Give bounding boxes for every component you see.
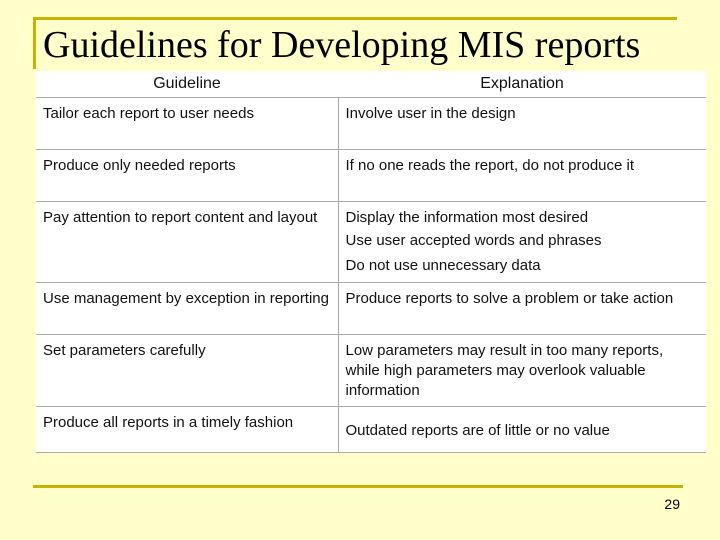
table-row [36,283,706,335]
header-explanation: Explanation [338,71,706,98]
guidelines-table [36,71,706,453]
explanation-cell [338,202,706,283]
left-accent-line [33,17,36,69]
guideline-cell: Set parameters carefully [36,335,338,407]
table-row [36,98,706,150]
explanation-line: Display the information most desired [345,209,589,226]
explanation-cell: Involve user in the design [338,98,706,150]
table-row [36,150,706,202]
guideline-cell: Use management by exception in reporting [36,283,338,335]
page-number: 29 [664,496,680,512]
explanation-cell: If no one reads the report, do not produce it [338,150,706,202]
table-row [36,202,706,283]
table-header-row [36,71,706,98]
top-accent-line [33,17,677,20]
slide-title: Guidelines for Developing MIS reports [43,24,641,66]
guideline-cell: Pay attention to report content and layout [36,202,338,283]
guideline-cell: Produce only needed reports [36,150,338,202]
explanation-line: Do not use unnecessary data [345,257,541,274]
table-row [36,335,706,407]
explanation-cell: Produce reports to solve a problem or take action [338,283,706,335]
header-guideline: Guideline [36,71,338,98]
explanation-line: Use user accepted words and phrases [345,232,602,249]
guideline-cell: Produce all reports in a timely fashion [36,407,338,453]
bottom-accent-line [33,485,683,488]
explanation-cell: Low parameters may result in too many reports, while high parameters may overlook valuable information [338,335,706,407]
guideline-cell: Tailor each report to user needs [36,98,338,150]
table-row [36,407,706,453]
explanation-cell: Outdated reports are of little or no value [338,407,706,453]
